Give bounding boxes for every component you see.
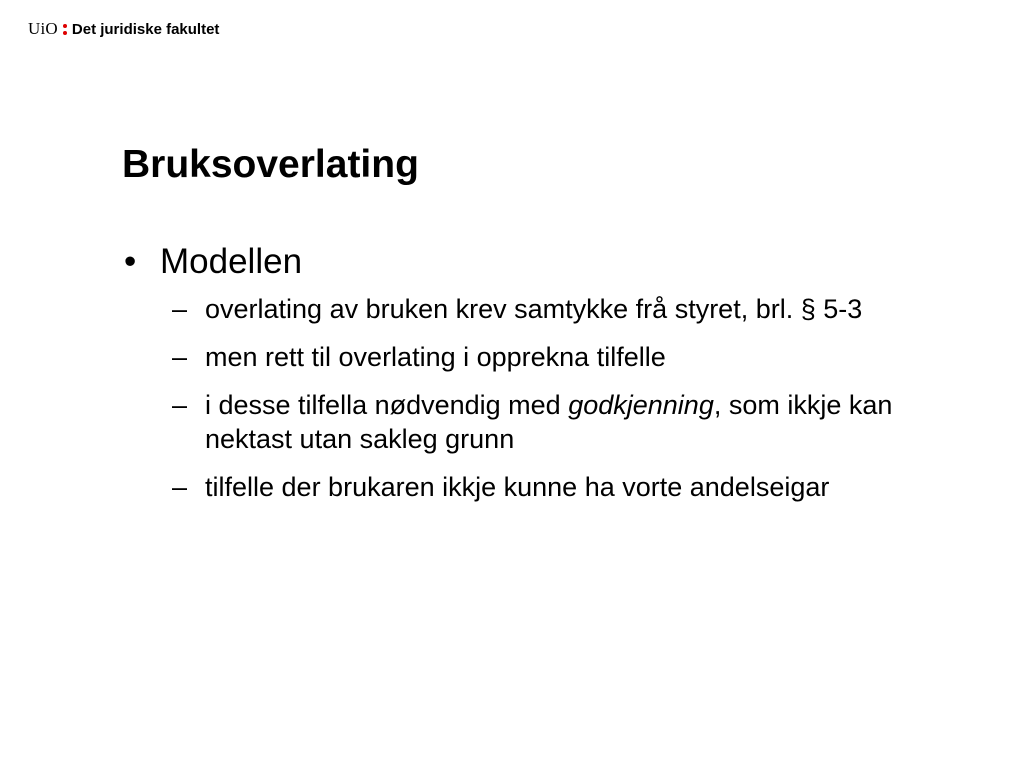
bullet-item [124,238,964,286]
logo-dot-bottom [63,31,67,35]
sub-bullet-dash: – [172,390,188,420]
sub-bullet-dash: – [172,472,188,502]
sub-bullet-dash: – [172,294,188,324]
uio-logo-text: UiO [28,19,58,38]
logo-dot-top [63,24,67,28]
bullet-text: Modellen [160,242,303,281]
sub-bullet-text-start: i desse tilfella nødvendig med [205,390,569,420]
sub-bullet-text [205,388,964,456]
bullet-marker: • [124,242,137,281]
sub-bullet-item [172,292,964,326]
slide-title: Bruksoverlating [122,143,419,186]
sub-bullet-text: men rett til overlating i opprekna tilfelle [205,342,666,372]
sub-bullet-item [172,470,964,504]
sub-bullet-text: tilfelle der brukaren ikkje kunne ha vorte andelseigar [205,472,830,502]
sub-bullet-dash: – [172,342,188,372]
sub-bullet-item [172,340,964,374]
sub-bullet-list [172,292,964,504]
sub-bullet-text-end: , som ikkje kan nektast utan sakleg grunn [205,390,893,454]
sub-bullet-text: overlating av bruken krev samtykke frå styret, brl. § 5-3 [205,294,863,324]
sub-bullet-item [172,388,964,456]
uio-red-dots-icon [63,22,67,36]
slide-body [124,238,964,518]
emphasized-term: godkjenning [568,390,714,420]
faculty-name: Det juridiske fakultet [71,20,220,38]
institution-header [28,18,219,40]
